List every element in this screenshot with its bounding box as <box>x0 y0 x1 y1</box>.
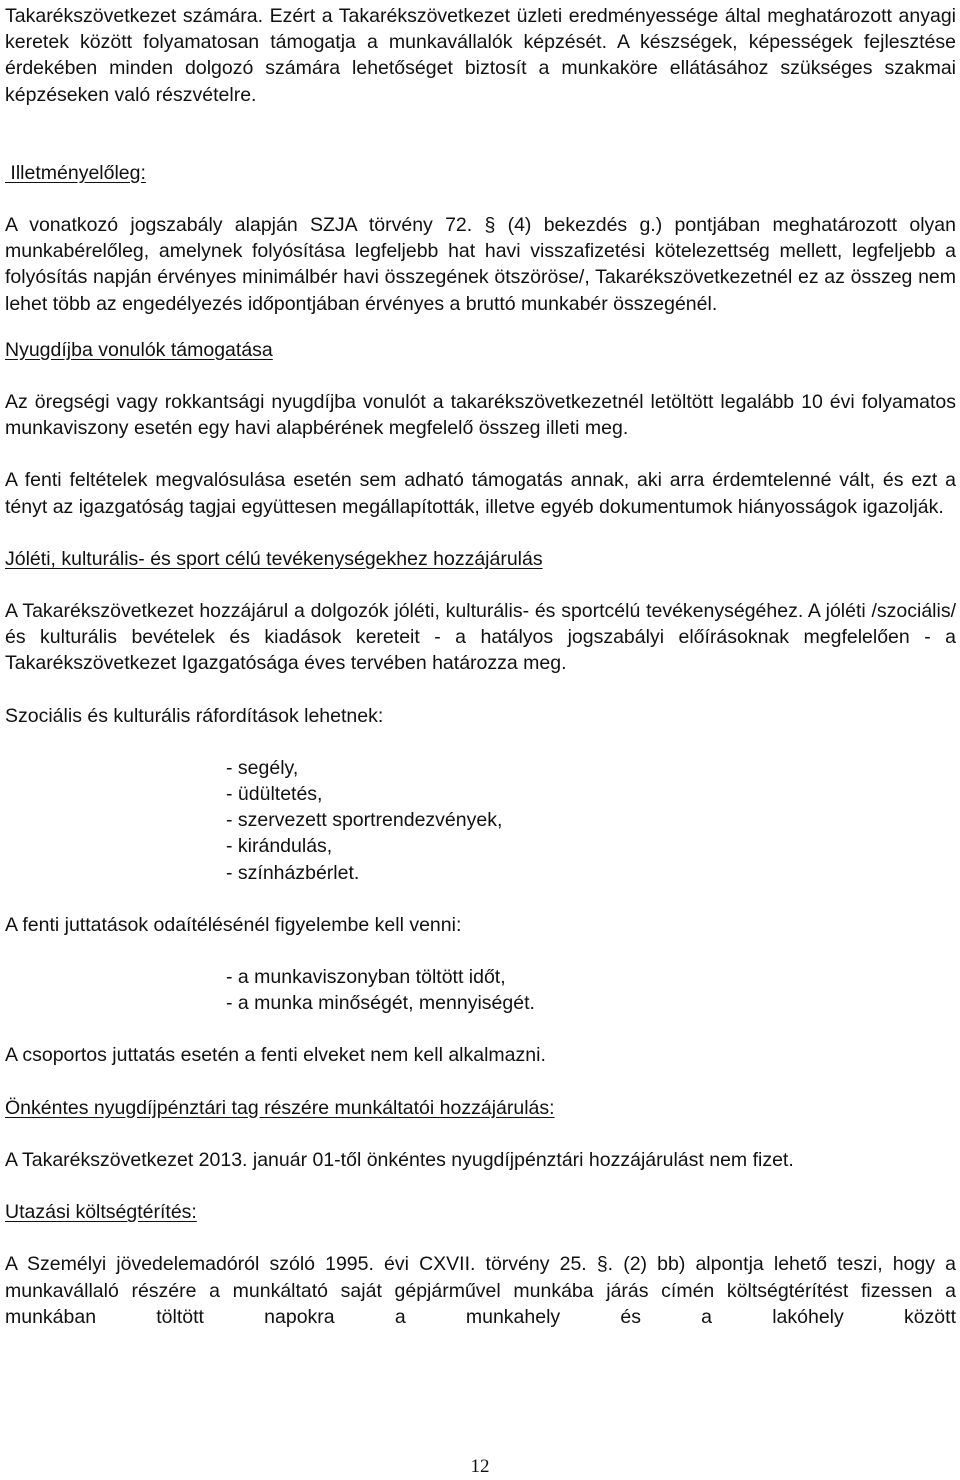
consider-list <box>5 964 956 1016</box>
section-heading-welfare: Jóléti, kulturális- és sport célú tevékenységekhez hozzájárulás <box>5 547 543 570</box>
section-heading-travel: Utazási költségtérítés: <box>5 1201 197 1224</box>
list-item: - üdültetés, <box>226 783 323 806</box>
advance-paragraph: A vonatkozó jogszabály alapján SZJA törvény 72. § (4) bekezdés g.) pontjában meghatározott olyan munkabérelőleg, amelynek folyósítása legfeljebb hat havi visszafizetési kötelezettség mellett, legfeljebb a folyósítás napján érvényes minimálbér havi összegének ötszöröse/, Takarékszövetkezetnél ez az összeg nem lehet több az engedélyezés időpontjában érvényes a bruttó munkabér összegénél. <box>5 214 956 315</box>
pension-fund-paragraph: A Takarékszövetkezet 2013. január 01-től önkéntes nyugdíjpénztári hozzájárulást nem fizet. <box>5 1148 794 1171</box>
list-item: - a munkaviszonyban töltött időt, <box>226 966 506 989</box>
welfare-list <box>5 755 956 886</box>
consider-intro: A fenti juttatások odaítélésénél figyelembe kell venni: <box>5 913 462 936</box>
group-note: A csoportos juttatás esetén a fenti elveket nem kell alkalmazni. <box>5 1044 546 1067</box>
welfare-list-intro: Szociális és kulturális ráfordítások lehetnek: <box>5 704 384 727</box>
section-heading-pension-fund: Önkéntes nyugdíjpénztári tag részére munkáltatói hozzájárulás: <box>5 1096 555 1119</box>
list-item: - színházbérlet. <box>226 861 360 884</box>
list-item: - kirándulás, <box>226 835 333 858</box>
list-item: - segély, <box>226 756 299 779</box>
page-number: 12 <box>470 1456 490 1477</box>
list-item: - szervezett sportrendezvények, <box>226 809 503 832</box>
list-item: - a munka minőségét, mennyiségét. <box>226 992 535 1015</box>
welfare-paragraph: A Takarékszövetkezet hozzájárul a dolgozók jóléti, kulturális- és sportcélú tevékenységéhez. A jóléti /szociális/ és kulturális bevételek és kiadások kereteit - a hatályos jogszabályi előírásoknak megfelelően - a Takarékszövetkezet Igazgatósága éves tervében határozza meg. <box>5 600 956 675</box>
retirement-paragraph-1: Az öregségi vagy rokkantsági nyugdíjba vonulót a takarékszövetkezetnél letöltött legalább 10 évi folyamatos munkaviszony esetén egy havi alapbérének megfelelő összeg illeti meg. <box>5 391 956 440</box>
document-page <box>5 0 956 1330</box>
retirement-paragraph-2: A fenti feltételek megvalósulása esetén sem adható támogatás annak, aki arra érdemtelenné vált, és ezt a tényt az igazgatóság tagjai együttesen megállapították, illetve egyéb dokumentumok hiányosságok igazolják. <box>5 469 956 518</box>
section-heading-advance: Illetményelőleg: <box>5 161 146 184</box>
travel-paragraph: A Személyi jövedelemadóról szóló 1995. évi CXVII. törvény 25. §. (2) bb) alpontja lehető teszi, hogy a munkavállaló részére a munkáltató saját gépjárművel munkába járás címén költségtérítést fizessen a munkában töltött napokra a munkahely és a lakóhely között <box>5 1253 956 1328</box>
intro-paragraph: Takarékszövetkezet számára. Ezért a Takarékszövetkezet üzleti eredményessége által meghatározott anyagi keretek között folyamatosan támogatja a munkavállalók képzését. A készségek, képességek fejlesztése érdekében minden dolgozó számára lehetőséget biztosít a munkaköre ellátásához szükséges szakmai képzéseken való részvételre. <box>5 5 956 106</box>
section-heading-retirement: Nyugdíjba vonulók támogatása <box>5 338 273 361</box>
